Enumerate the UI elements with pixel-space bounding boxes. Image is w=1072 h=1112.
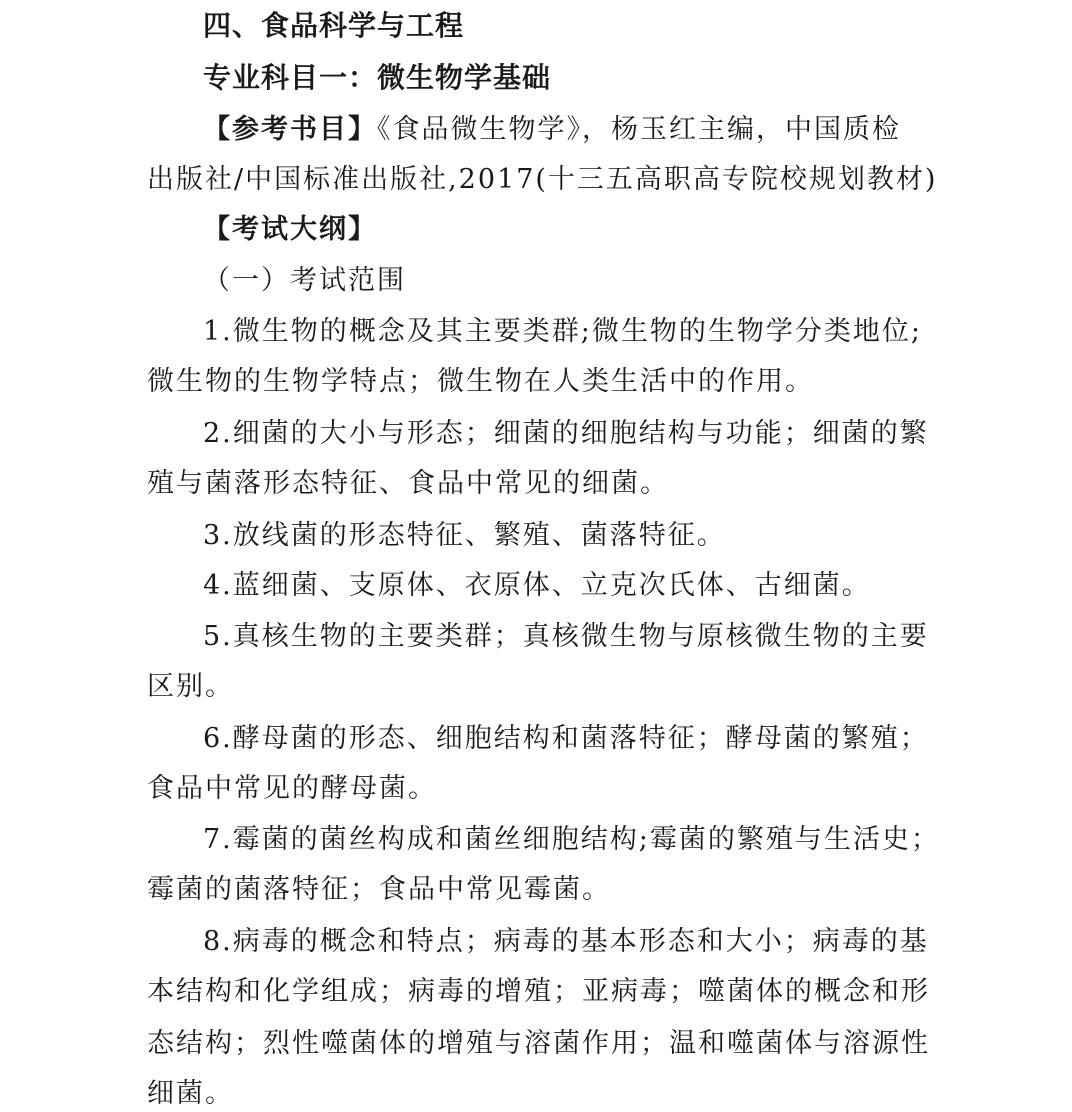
list-item-line: 2.细菌的大小与形态；细菌的细胞结构与功能；细菌的繁 (203, 418, 929, 449)
list-item-line: 细菌。 (147, 1078, 234, 1109)
outline-heading: 【考试大纲】 (203, 214, 377, 245)
list-item-line: 6.酵母菌的形态、细胞结构和菌落特征；酵母菌的繁殖； (203, 723, 929, 754)
list-item-line: 区别。 (147, 671, 234, 702)
list-item-line: 3.放线菌的形态特征、繁殖、菌落特征。 (203, 520, 726, 551)
subject-heading: 专业科目一：微生物学基础 (203, 61, 552, 94)
list-item-line: 7.霉菌的菌丝构成和菌丝细胞结构;霉菌的繁殖与生活史； (203, 824, 940, 855)
section-title: 四、食品科学与工程 (203, 9, 465, 42)
reference-text-1: 《食品微生物学》，杨玉红主编，中国质检 (377, 114, 901, 145)
list-item-line: 微生物的生物学特点；微生物在人类生活中的作用。 (147, 366, 814, 397)
reference-label: 【参考书目】 (203, 114, 377, 145)
scope-heading: （一）考试范围 (203, 265, 406, 296)
list-item-line: 食品中常见的酵母菌。 (147, 773, 437, 804)
list-item-line: 1.微生物的概念及其主要类群;微生物的生物学分类地位; (203, 316, 922, 347)
list-item-line: 殖与菌落形态特征、食品中常见的细菌。 (147, 468, 669, 499)
list-item-line: 5.真核生物的主要类群；真核微生物与原核微生物的主要 (203, 621, 929, 652)
list-item-line: 8.病毒的概念和特点；病毒的基本形态和大小；病毒的基 (203, 926, 929, 957)
list-item-line: 态结构；烈性噬菌体的增殖与溶菌作用；温和噬菌体与溶源性 (147, 1028, 930, 1059)
list-item-line: 本结构和化学组成；病毒的增殖；亚病毒；噬菌体的概念和形 (147, 976, 930, 1007)
list-item-line: 4.蓝细菌、支原体、衣原体、立克次氏体、古细菌。 (203, 570, 871, 601)
reference-line-2: 出版社/中国标准出版社,2017(十三五高职高专院校规划教材) (147, 164, 938, 195)
reference-line-1 (203, 112, 901, 148)
list-item-line: 霉菌的菌落特征；食品中常见霉菌。 (147, 874, 611, 905)
